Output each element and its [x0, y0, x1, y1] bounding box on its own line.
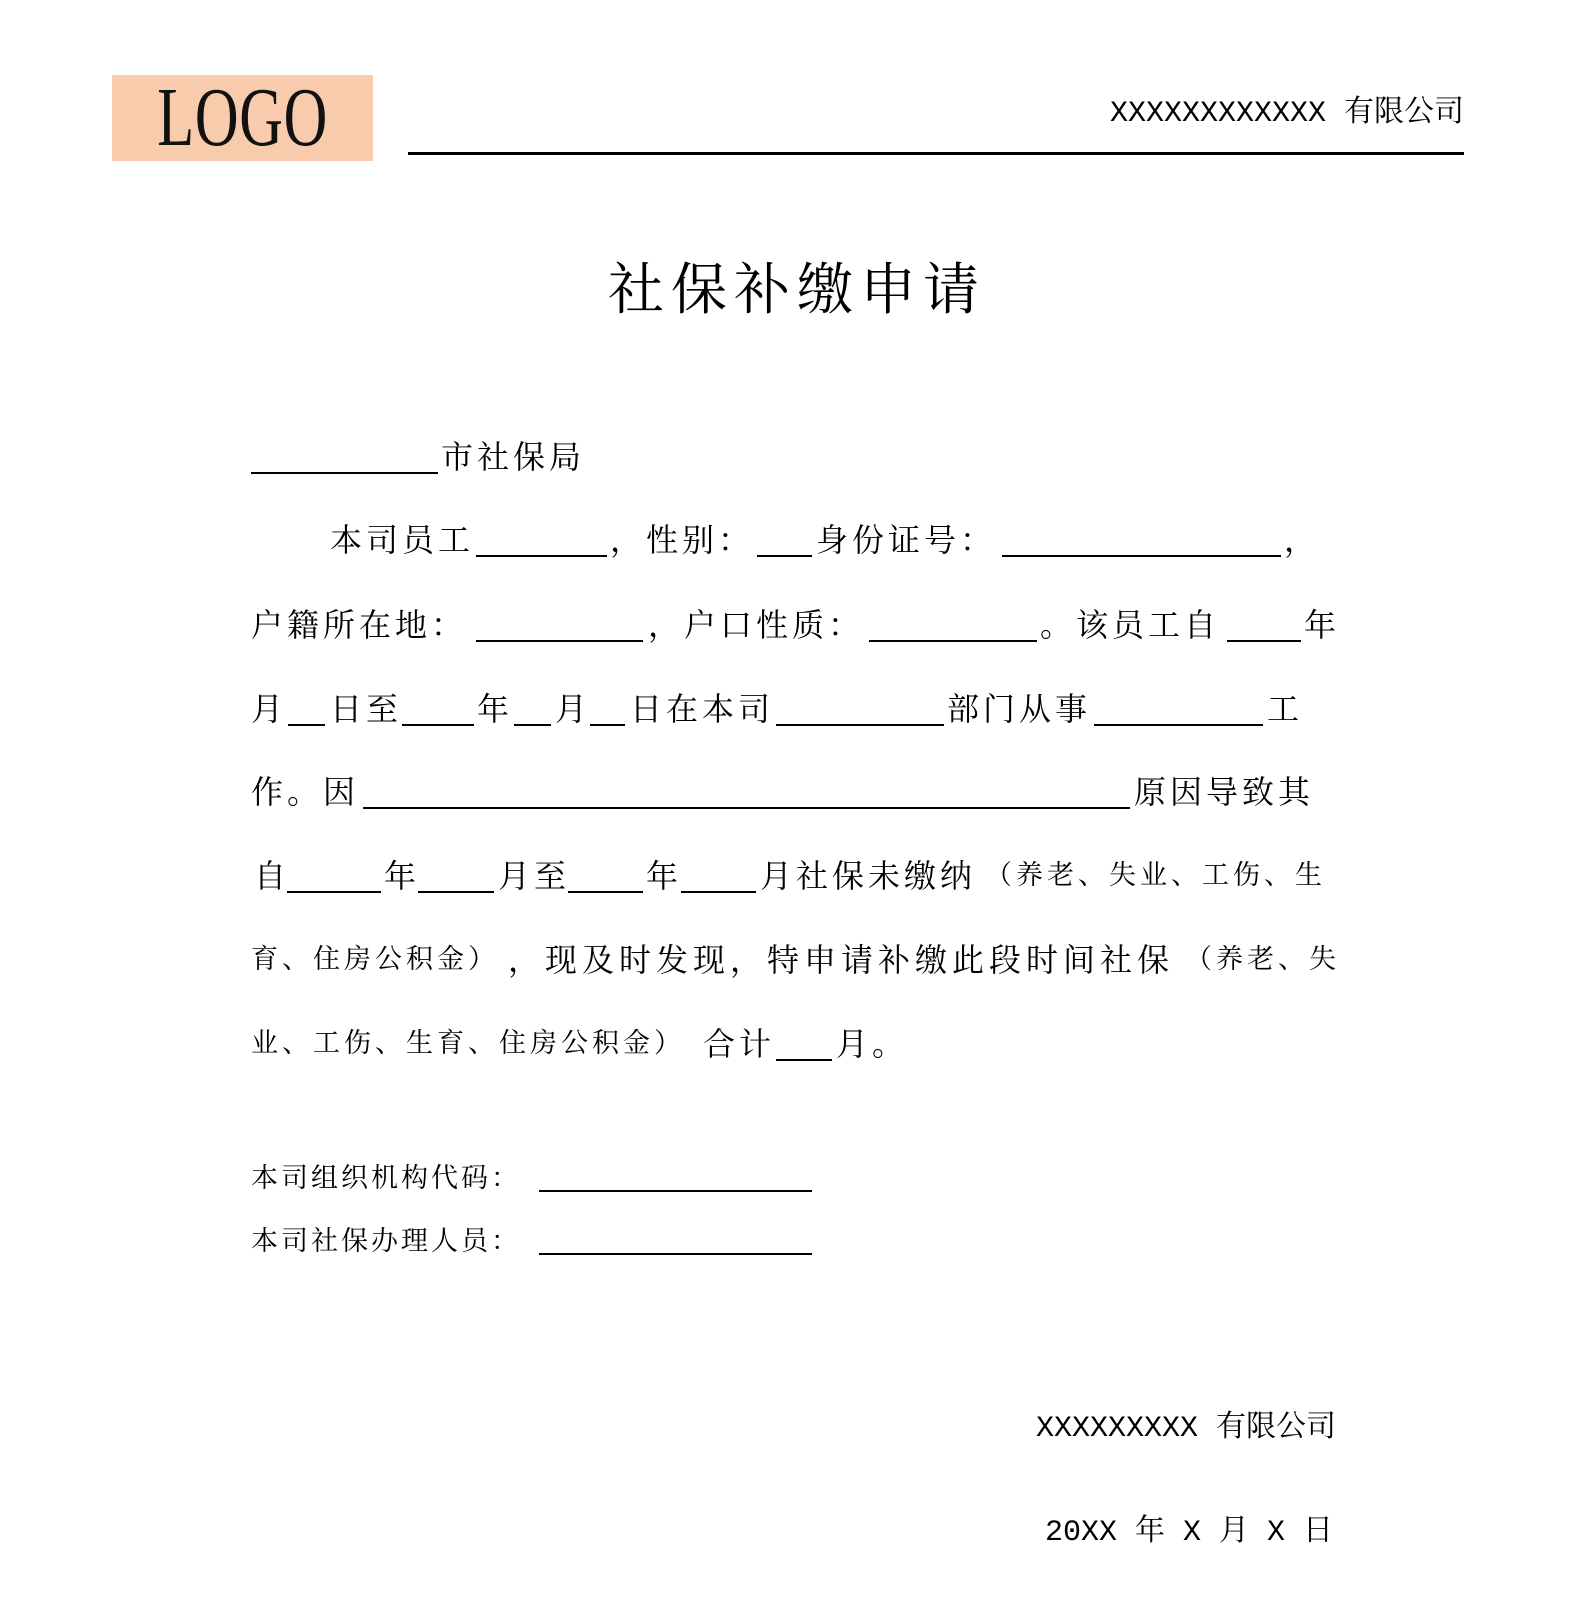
text-segment: 原因导致其: [1134, 773, 1315, 811]
unpaid-start-month-blank: [418, 856, 494, 893]
total-months-blank: [776, 1024, 832, 1061]
text-segment: 月: [555, 690, 592, 728]
reason-blank: [363, 772, 1130, 809]
text-segment: ，户口性质：: [648, 606, 865, 644]
header-divider: [408, 152, 1464, 155]
text-segment: ，现及时发现，特申请补缴此段时间社保: [508, 941, 1175, 979]
paragraph-line-1: [0, 520, 1587, 560]
unpaid-start-year-blank: [287, 856, 381, 893]
text-segment: 月: [251, 690, 288, 728]
text-segment: 月。: [836, 1025, 909, 1063]
unpaid-end-month-blank: [681, 856, 756, 893]
org-code-label: 本司组织机构代码：: [251, 1163, 521, 1194]
text-segment: 身份证号：: [816, 521, 997, 559]
recipient-text: 市社保局: [441, 438, 586, 476]
logo-text: LOGO: [157, 75, 328, 161]
end-month-blank: [514, 689, 551, 726]
text-segment: 作。因: [251, 773, 360, 811]
paragraph-line-6: [0, 940, 1587, 980]
text-segment: 部门从事: [947, 690, 1092, 728]
handler-blank: [539, 1222, 812, 1255]
paragraph-line-2: [0, 605, 1587, 645]
handler-label: 本司社保办理人员：: [251, 1226, 521, 1257]
text-segment: 月至: [498, 857, 571, 895]
gender-blank: [757, 520, 812, 557]
text-segment: 工: [1267, 690, 1304, 728]
recipient-line: [0, 437, 1587, 477]
org-code-blank: [539, 1159, 812, 1192]
text-segment: 。该员工自: [1040, 606, 1221, 644]
id-number-blank: [1002, 520, 1281, 557]
paragraph-line-4: [0, 772, 1587, 812]
text-segment: 年: [477, 690, 514, 728]
insurance-types-note: 育、住房公积金）: [251, 944, 499, 975]
start-day-blank: [288, 689, 325, 726]
text-segment: 年: [1304, 606, 1341, 644]
header-company-name: XXXXXXXXXXXX 有限公司: [1109, 97, 1464, 131]
handler-line: [0, 1222, 1587, 1262]
signature-company: XXXXXXXXX 有限公司: [1035, 1412, 1336, 1446]
insurance-types-note: 业、工伤、生育、住房公积金）: [251, 1028, 685, 1059]
text-segment: 户籍所在地：: [251, 606, 468, 644]
start-year-blank: [1227, 605, 1301, 642]
household-registration-blank: [476, 605, 643, 642]
text-segment: 本司员工: [330, 521, 475, 559]
end-day-blank: [590, 689, 625, 726]
document-title: 社保补缴申请: [608, 258, 986, 323]
household-type-blank: [869, 605, 1037, 642]
department-blank: [776, 689, 944, 726]
recipient-city-blank: [251, 437, 438, 474]
unpaid-end-year-blank: [568, 856, 643, 893]
text-segment: 自: [254, 857, 291, 895]
paragraph-line-3: [0, 689, 1587, 729]
text-segment: 日在本司: [630, 690, 775, 728]
insurance-types-note: （养老、失: [1185, 944, 1340, 975]
text-segment: ，性别：: [610, 521, 755, 559]
signature-date: 20XX 年 X 月 X 日: [1044, 1516, 1333, 1550]
text-segment: 年: [384, 857, 421, 895]
org-code-line: [0, 1159, 1587, 1199]
text-segment: 日至: [330, 690, 403, 728]
end-year-blank: [402, 689, 474, 726]
paragraph-line-5: [0, 856, 1587, 896]
company-logo: [112, 75, 373, 161]
insurance-types-note: （养老、失业、工伤、生: [985, 860, 1326, 891]
text-segment: 月社保未缴纳: [760, 857, 977, 895]
text-segment: 年: [646, 857, 683, 895]
paragraph-line-7: [0, 1024, 1587, 1064]
text-segment: ，: [1284, 521, 1321, 559]
employee-name-blank: [476, 520, 607, 557]
job-title-blank: [1094, 689, 1263, 726]
text-segment: 合计: [703, 1025, 776, 1063]
